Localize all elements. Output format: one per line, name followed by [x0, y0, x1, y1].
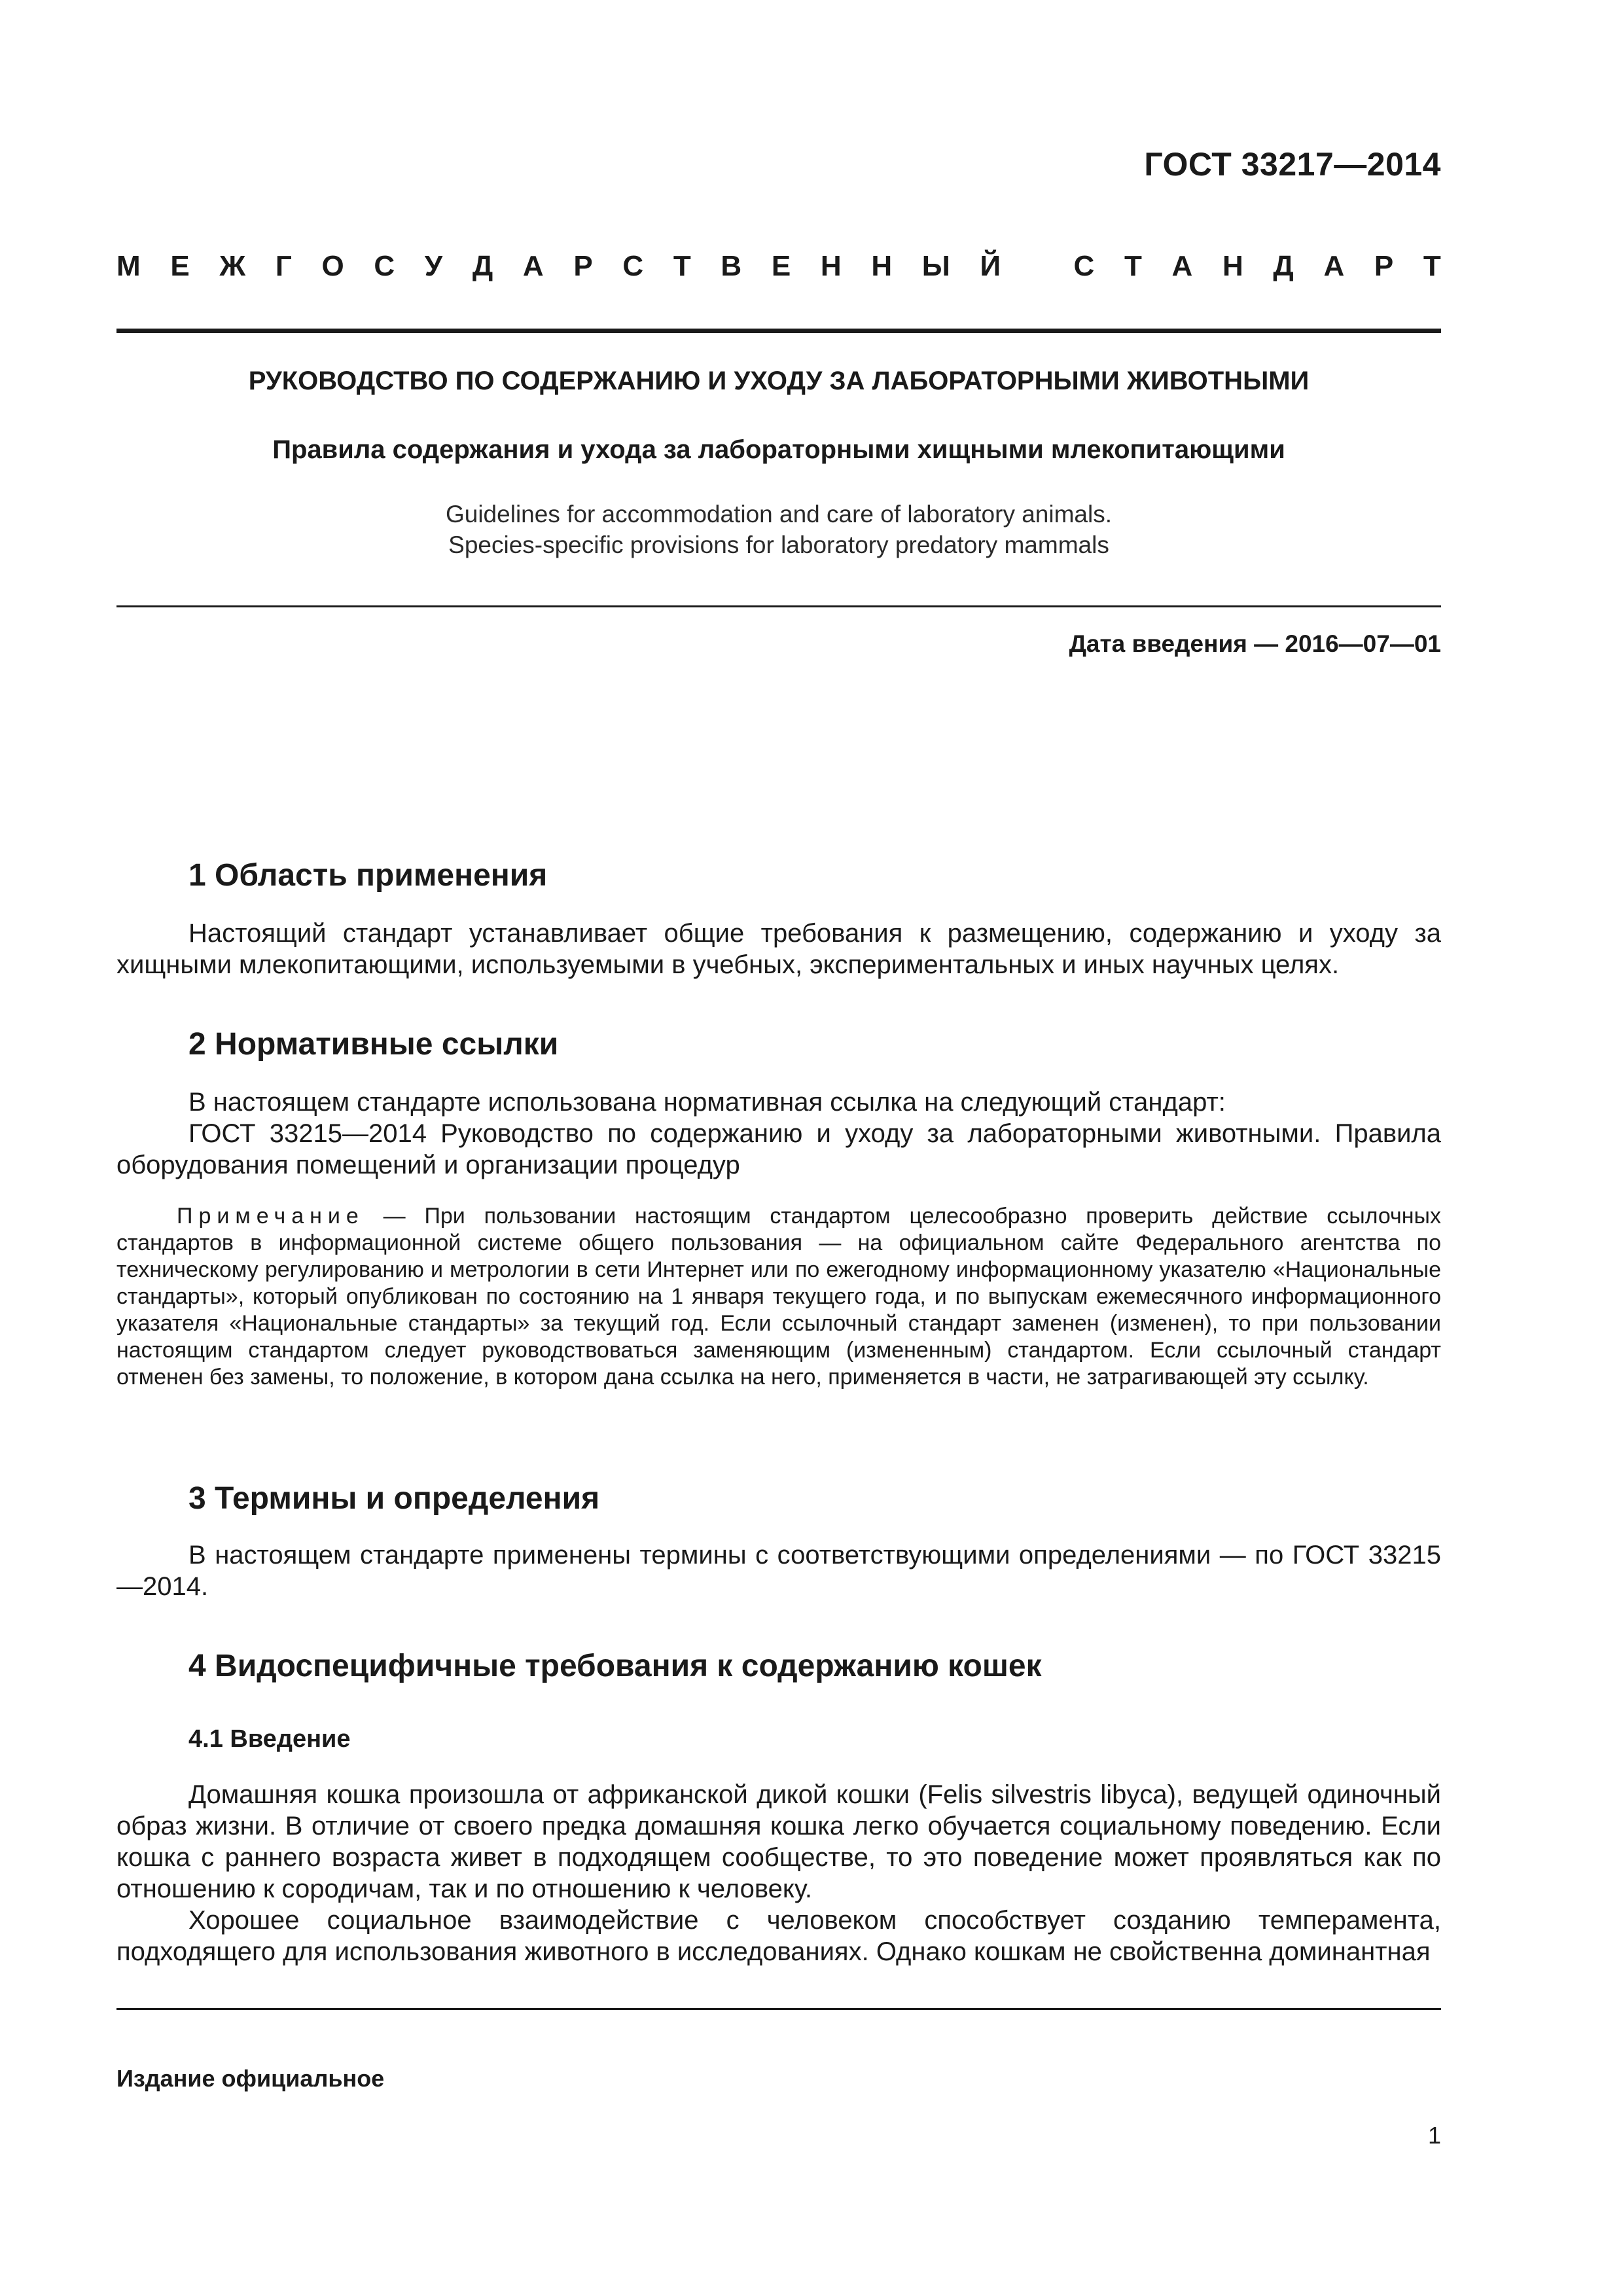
banner-letter: С	[622, 250, 644, 282]
document-code: ГОСТ 33217—2014	[1144, 146, 1441, 183]
banner-letter: М	[116, 250, 141, 282]
title-rule	[116, 605, 1441, 607]
banner-letter: Т	[673, 250, 691, 282]
banner-letter: Н	[1222, 250, 1243, 282]
banner-letter: С	[374, 250, 395, 282]
banner-letter: Ж	[219, 250, 246, 282]
note-label: Примечание	[177, 1204, 365, 1229]
section-1-heading: 1 Область применения	[188, 858, 548, 893]
section-4-heading: 4 Видоспецифичные требования к содержанию кошек	[188, 1649, 1042, 1683]
section-3-text: В настоящем стандарте применены термины с соответствующими определениями — по ГОСТ 33215—2014.	[116, 1541, 1441, 1601]
banner-letter: Р	[573, 250, 593, 282]
banner-letter: Г	[275, 250, 292, 282]
banner-letter: С	[1073, 250, 1095, 282]
banner-letter: Й	[980, 250, 1001, 282]
banner-letter: О	[321, 250, 344, 282]
introduction-date: Дата введения — 2016—07—01	[1069, 630, 1441, 657]
english-title-line-2: Species-specific provisions for laboratory predatory mammals	[448, 531, 1109, 558]
note-text: — При пользовании настоящим стандартом целесообразно проверить действие ссылочных стандартов в информационной системе общего пользования — на официальном сайте Федерального агентства по техническому регулированию и метрологии в сети Интернет или по ежегодному информационному указателю «Национальные стандарты», который опубликован по состоянию на 1 января текущего года, и по выпускам ежемесячного информационного указателя «Национальные стандарты» за текущий год. Если ссылочный стандарт заменен (изменен), то при пользовании настоящим стандартом следует руководствоваться заменяющим (измененным) стандартом. Если ссылочный стандарт отменен без замены, то положение, в котором дана ссылка на него, применяется в части, не затрагивающей эту ссылку.	[116, 1204, 1441, 1390]
section-2-reference: ГОСТ 33215—2014 Руководство по содержанию и уходу за лабораторными животными. Правила оборудования помещений и организации процедур	[116, 1119, 1441, 1179]
english-title	[116, 499, 1441, 560]
section-3-heading: 3 Термины и определения	[188, 1481, 600, 1516]
section-2-note	[116, 1203, 1441, 1391]
edition-label: Издание официальное	[116, 2065, 385, 2092]
banner-letter: У	[424, 250, 443, 282]
section-2-line-1: В настоящем стандарте использована нормативная ссылка на следующий стандарт:	[188, 1088, 1226, 1117]
standard-banner	[116, 243, 1441, 289]
section-2-heading: 2 Нормативные ссылки	[188, 1027, 559, 1062]
banner-letter: А	[522, 250, 544, 282]
document-subtitle: Правила содержания и ухода за лабораторными хищными млекопитающими	[272, 435, 1285, 464]
section-4-1-para-2: Хорошее социальное взаимодействие с человеком способствует созданию темперамента, подходящего для использования животного в исследованиях. Однако кошкам не свойственна доминантная	[116, 1906, 1441, 1966]
page-number: 1	[1427, 2122, 1441, 2149]
banner-letter: А	[1171, 250, 1193, 282]
banner-letter: Н	[820, 250, 842, 282]
section-1-text: Настоящий стандарт устанавливает общие требования к размещению, содержанию и уходу за хищными млекопитающими, используемыми в учебных, экспериментальных и иных научных целях.	[116, 919, 1441, 979]
banner-letter: Т	[1124, 250, 1142, 282]
banner-letter: Т	[1423, 250, 1441, 282]
banner-letter: Н	[871, 250, 893, 282]
section-4-1-heading: 4.1 Введение	[188, 1725, 351, 1753]
document-title: РУКОВОДСТВО ПО СОДЕРЖАНИЮ И УХОДУ ЗА ЛАБОРАТОРНЫМИ ЖИВОТНЫМИ	[248, 367, 1310, 395]
banner-letter: В	[721, 250, 742, 282]
banner-letter: Е	[771, 250, 791, 282]
banner-letter: Е	[170, 250, 190, 282]
english-title-line-1: Guidelines for accommodation and care of laboratory animals.	[445, 501, 1113, 528]
banner-letter: Д	[1273, 250, 1294, 282]
section-4-1-para-1: Домашняя кошка произошла от африканской дикой кошки (Felis silvestris libyca), ведущей одиночный образ жизни. В отличие от своего предка домашняя кошка легко обучается социальному поведению. Если кошка с раннего возраста живет в подходящем сообществе, то это поведение может проявляться как по отношению к сородичам, так и по отношению к человеку.	[116, 1780, 1441, 1903]
banner-letter: Д	[472, 250, 493, 282]
banner-letter: А	[1323, 250, 1345, 282]
banner-letter: Ы	[921, 250, 950, 282]
footer-rule	[116, 2008, 1441, 2010]
header-rule	[116, 329, 1441, 333]
banner-letter: Р	[1374, 250, 1394, 282]
